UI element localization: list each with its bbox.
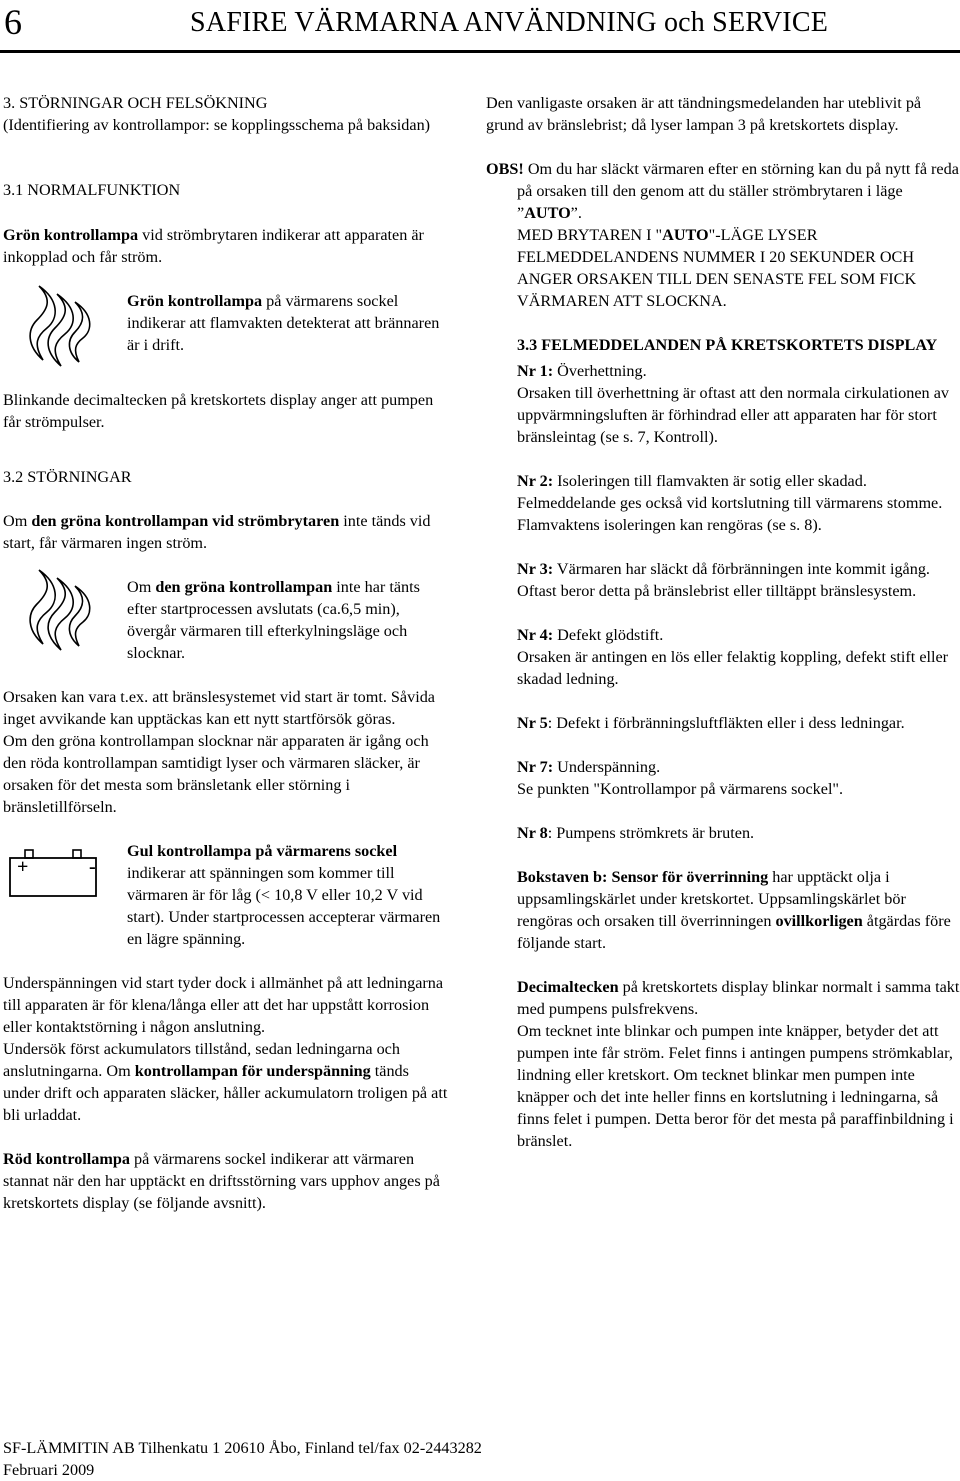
section-3-2-heading: 3.2 STÖRNINGAR	[3, 468, 132, 486]
battery-plus-label: +	[17, 856, 29, 878]
flame-note-text: Grön kontrollampa på värmarens sockel indikerar att flamvakten detekterat att brännaren är i drift.	[127, 292, 440, 354]
title-rest: VÄRMARNA ANVÄNDNING och SERVICE	[294, 7, 829, 38]
error-1-text: Orsaken till överhettning är oftast att den normala cirkulationen av uppvärmningsluften är förhindrad eller att apparaten har för stort bränsleintag (se s. 7, Kontroll).	[517, 384, 949, 446]
error-4: Nr 4: Defekt glödstift.	[517, 626, 664, 644]
battery-minus-label: -	[89, 856, 96, 878]
red-lamp-text: Röd kontrollampa på värmarens sockel indikerar att värmaren stannat när den har upptäckt en driftsstörning vars upphov anges på kretskortets display (se följande avsnitt).	[3, 1150, 440, 1212]
section-3-heading: 3. STÖRNINGAR OCH FELSÖKNING	[3, 94, 268, 112]
title-brand: SAFIRE	[190, 7, 288, 38]
obs-note: OBS! Om du har släckt värmaren efter en störning kan du på nytt få reda på orsaken till den genom att du ställer strömbrytaren i läge ”AUTO”.	[486, 160, 959, 222]
common-cause-text: Den vanligaste orsaken är att tändningsmedelanden har uteblivit på grund av bränslebrist; då lyser lampan 3 på kretskortets display.	[486, 94, 922, 134]
section-3-3-heading: 3.3 FELMEDDELANDEN PÅ KRETSKORTETS DISPLAY	[517, 336, 938, 354]
red-lamp-cause-text: Om den gröna kontrollampan slocknar när apparaten är igång och den röda kontrollampan samtidigt lyser och värmaren släcker, är orsaken för det mesta som bränsletank eller störning i bränsletillförseln.	[3, 732, 429, 816]
footer-date: Februari 2009	[3, 1461, 95, 1479]
footer-address: SF-LÄMMITIN AB Tilhenkatu 1 20610 Åbo, Finland tel/fax 02-2443282	[3, 1439, 482, 1457]
green-lamp-switch-text: Om den gröna kontrollampan vid strömbrytaren inte tänds vid start, får värmaren ingen ström.	[3, 512, 431, 552]
decimal-note-text: Om tecknet inte blinkar och pumpen inte knäpper, betyder det att pumpen inte får ström. Felet finns i antingen pumpens strömkablar, lindning eller kretskort. Om tecknet blinkar men pumpen inte knäpper och det inte heller finns en kortslutning i ledningarna, så finns felet i pumpen. Detta beror för det mesta på paraffinbildning i bränslet.	[517, 1022, 954, 1150]
undervoltage-text: Underspänningen vid start tyder dock i allmänhet på att ledningarna till apparaten är för klena/långa eller att det har uppstått korrosion eller kontaktstörning i någon anslutning.	[3, 974, 444, 1036]
flame-icon	[17, 280, 97, 372]
error-7-text: Se punkten "Kontrollampor på värmarens sockel".	[517, 780, 844, 798]
flame-note	[3, 290, 448, 356]
error-1: Nr 1: Överhettning.	[517, 362, 647, 380]
header-rule	[0, 50, 960, 53]
battery-note	[3, 840, 448, 950]
decimal-blink-text: Blinkande decimaltecken på kretskortets display anger att pumpen får strömpulser.	[3, 391, 434, 431]
section-3-1-heading: 3.1 NORMALFUNKTION	[3, 181, 181, 199]
error-8: Nr 8: Pumpens strömkrets är bruten.	[517, 824, 755, 842]
error-5: Nr 5: Defekt i förbränningsluftfläkten eller i dess ledningar.	[517, 714, 905, 732]
error-3-text: Oftast beror detta på bränslebrist eller tilltäppt bränslesystem.	[517, 582, 917, 600]
caps-note: MED BRYTAREN I "AUTO"-LÄGE LYSER FELMEDDELANDENS NUMMER I 20 SEKUNDER OCH ANGER ORSAKEN TILL DEN SENASTE FEL SOM FICK VÄRMAREN ATT SLOCKNA.	[517, 226, 917, 310]
section-3-subtitle: (Identifiering av kontrollampor: se kopplingsschema på baksidan)	[3, 116, 431, 134]
flame-icon	[17, 564, 97, 656]
page-title	[190, 6, 828, 40]
decimal-note: Decimaltecken på kretskortets display blinkar normalt i samma takt med pumpens pulsfrekvens.	[517, 978, 960, 1018]
flame-note-2	[3, 576, 448, 664]
flame-note-2-text: Om den gröna kontrollampan inte har tänts efter startprocessen avslutats (ca.6,5 min), övergår värmaren till efterkylningsläge och slocknar.	[127, 578, 420, 662]
battery-note-text: Gul kontrollampa på värmarens sockel indikerar att spänningen som kommer till värmaren är för låg (< 10,8 V eller 10,2 V vid start). Under startprocessen accepterar värmaren en lägre spänning.	[127, 842, 441, 948]
error-4-text: Orsaken är antingen en lös eller felaktig koppling, defekt stift eller skadad ledning.	[517, 648, 949, 688]
cause-text: Orsaken kan vara t.ex. att bränslesystemet vid start är tomt. Såvida inget avvikande kan upptäckas kan ett nytt startförsök göras.	[3, 688, 435, 728]
letter-b-note: Bokstaven b: Sensor för överrinning har upptäckt olja i uppsamlingskärlet under kretskortet. Uppsamlingskärlet bör rengöras och orsaken till överrinningen ovillkorligen åtgärdas före följande start.	[517, 868, 951, 952]
undervoltage-check-text: Undersök först ackumulators tillstånd, sedan ledningarna och anslutningarna. Om kontrollampan för underspänning tänds under drift och apparaten släcker, håller ackumulatorn troligen på att bli urladdat.	[3, 1040, 448, 1124]
footer	[3, 1437, 482, 1481]
error-2: Nr 2: Isoleringen till flamvakten är sotig eller skadad. Felmeddelande ges också vid kortslutning till värmarens stomme. Flamvaktens isoleringen kan rengöras (se s. 8).	[517, 472, 943, 534]
right-column	[486, 92, 960, 1152]
error-7: Nr 7: Underspänning.	[517, 758, 661, 776]
page-number: 6	[4, 2, 22, 42]
normal-green-lamp-text: Grön kontrollampa vid strömbrytaren indikerar att apparaten är inkopplad och får ström.	[3, 226, 424, 266]
error-3: Nr 3: Värmaren har släckt då förbränningen inte kommit igång.	[517, 560, 930, 578]
left-column	[3, 92, 448, 1214]
